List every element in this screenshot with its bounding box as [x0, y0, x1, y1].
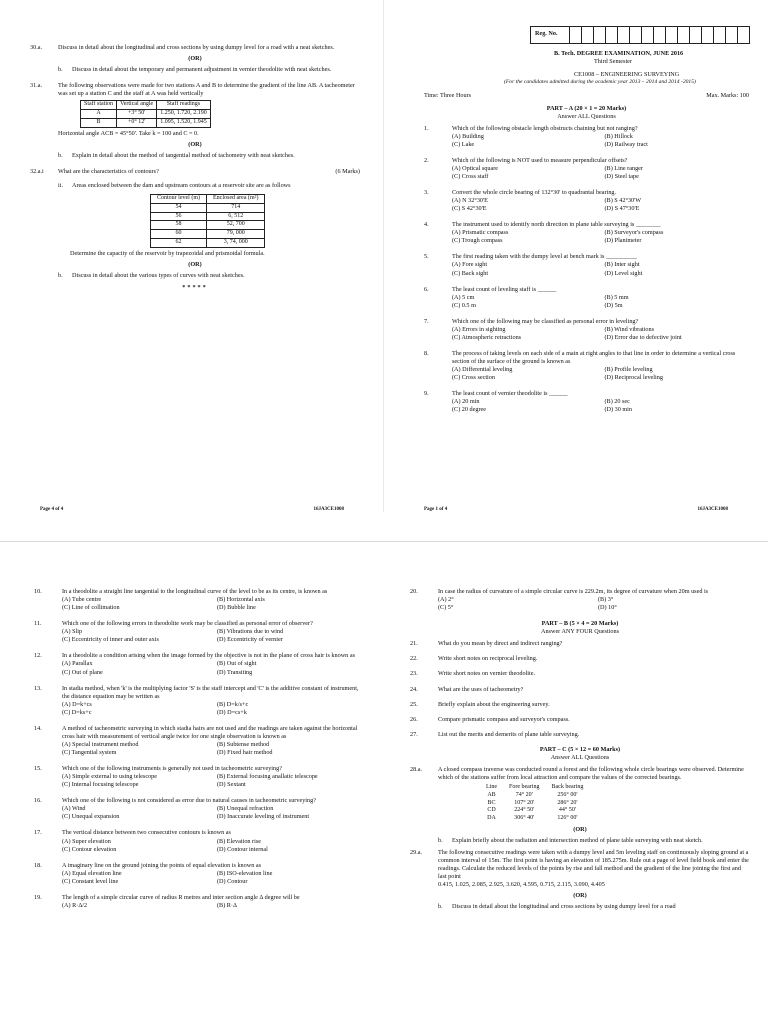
- question-19: [34, 894, 364, 910]
- options-grid: [452, 165, 749, 181]
- or-separator: (OR): [188, 260, 202, 268]
- table-header: Vertical angle: [117, 101, 157, 110]
- reg-digit-box[interactable]: [690, 26, 702, 44]
- option: (D) Transiting: [217, 668, 253, 676]
- exam-header: [504, 50, 749, 86]
- reg-digit-box[interactable]: [606, 26, 618, 44]
- option: (D) S 47°30'E: [604, 205, 640, 213]
- option: (B) Line ranger: [604, 164, 643, 172]
- question-number: 1.: [424, 124, 429, 132]
- question-number: 14.: [34, 724, 42, 732]
- option: (D) Contour: [217, 877, 248, 885]
- question-text: Discuss in detail about the longitudinal and cross sections by using dumpy level for a road with a neat sketches.: [58, 44, 335, 51]
- part-a-questions: [424, 125, 749, 415]
- paper-code: 16JA3CE1008: [697, 507, 728, 512]
- question-text: Which one of the following instruments is generally not used in tacheometric surveying?: [62, 765, 282, 773]
- question-text: Explain in detail about the method of tangential method of tachometry with neat sketches.: [72, 151, 295, 159]
- question-text: A closed compass traverse was conducted round a forest and the following whole circle bearings were observed. Determine which of the stations suffer from local attraction and compare the values of the corrected bearings.: [438, 765, 744, 781]
- question-number: 11.: [34, 620, 42, 628]
- option: (B) Unequal refraction: [217, 805, 274, 813]
- option: (C) S 42°30'E: [452, 205, 487, 213]
- part-a-instruction: Answer ALL Questions: [557, 112, 616, 120]
- question-text: Write short notes on reciprocal leveling.: [438, 655, 538, 663]
- option: (C) Unequal expansion: [62, 813, 120, 821]
- question-note: Horizontal angle ACB = 45°50'. Take k = 100 and C = 0.: [58, 129, 199, 137]
- options-grid: [62, 596, 364, 612]
- option: (C) Internal focusing telescope: [62, 781, 139, 789]
- sub-label: b.: [58, 66, 63, 74]
- options-grid: [62, 870, 364, 886]
- reg-digit-box[interactable]: [654, 26, 666, 44]
- question-3: [424, 189, 749, 213]
- option: (D) D=cs+k: [217, 708, 247, 716]
- option: (B) Profile leveling: [604, 366, 653, 374]
- option: (A) Special instrument method: [62, 740, 139, 748]
- question-8: [424, 350, 749, 382]
- option: (A) D=k+cs: [62, 700, 92, 708]
- option: (A) Optical square: [452, 164, 499, 172]
- option: (D) Bubble line: [217, 604, 256, 612]
- question-text: List out the merits and demerits of plane table surveying.: [438, 730, 580, 738]
- question-30: [30, 44, 360, 74]
- option: (B) 5 mm: [604, 293, 629, 301]
- options-grid: [62, 902, 364, 910]
- question-text: Which one of the following errors in theodolite work may be classified as personal error of observer?: [62, 620, 313, 628]
- question-text: The following consecutive readings were taken with a dumpy level and 5m leveling staff on continuously sloping ground at a common interval of 15m. The first point is having an elevation of 185.275m. Rule out a page of level field book and enter the readings. Calculate the reduced levels of the points by rise and fall method and the gradient of the line joining the first and last point: [438, 849, 749, 881]
- semester: Third Semester: [594, 58, 632, 66]
- table-header: Contour level (m): [151, 195, 207, 204]
- question-number: 9.: [424, 390, 429, 398]
- table-row: 58 52, 700: [151, 221, 265, 230]
- table-header: Enclosed area (m²): [207, 195, 265, 204]
- option: (B) Wind vibrations: [604, 325, 654, 333]
- or-separator: (OR): [573, 825, 587, 833]
- option: (C) Lake: [452, 140, 475, 148]
- page-number: Page 4 of 4: [40, 507, 64, 512]
- part-b-heading: PART – B (5 × 4 = 20 Marks): [541, 620, 619, 628]
- table-header: Staff readings: [157, 101, 211, 110]
- reg-digit-box[interactable]: [618, 26, 630, 44]
- question-text: The following observations were made for two stations A and B to determine the gradient of the line AB. A tacheometer was set up a station C and the staff at A was held vertically: [58, 82, 355, 98]
- question-number: 18.: [34, 861, 42, 869]
- question-number: 32.a.i: [30, 167, 44, 175]
- reg-digit-box[interactable]: [702, 26, 714, 44]
- options-grid: [62, 741, 364, 757]
- staff-readings-table: [80, 100, 211, 127]
- question-10: [34, 588, 364, 612]
- question-text: The least count of leveling staff is ______: [452, 285, 557, 293]
- question-31: [30, 82, 360, 160]
- table-row: CD 224° 50' 44° 50': [487, 807, 576, 814]
- option: (D) 5m: [604, 301, 623, 309]
- or-separator: (OR): [188, 140, 202, 148]
- table-row: 54 714: [151, 203, 265, 212]
- reg-no-box: [530, 26, 750, 44]
- reg-digit-box[interactable]: [678, 26, 690, 44]
- option: (D) Error due to defective joint: [604, 333, 682, 341]
- table-header: Staff station: [81, 101, 117, 110]
- question-text: The vertical distance between two consecutive contours is known as: [62, 829, 231, 837]
- page-footer: [40, 507, 344, 511]
- question-11: [34, 620, 364, 644]
- table-row: 60 79, 000: [151, 230, 265, 239]
- option: (B) 3°: [598, 596, 614, 604]
- question-number: 23.: [410, 670, 418, 678]
- reg-digit-box[interactable]: [726, 26, 738, 44]
- max-marks-label: Max. Marks: 100: [706, 92, 749, 100]
- question-number: 16.: [34, 797, 42, 805]
- question-4: [424, 221, 749, 245]
- table-row: 62 3, 74, 000: [151, 239, 265, 248]
- question-text: The instrument used to identify north direction in plane table surveying is ________: [452, 221, 661, 229]
- option: (C) 5°: [438, 604, 454, 612]
- option: (C) Tangential system: [62, 749, 117, 756]
- table-row: BC 107° 20' 286° 20': [487, 799, 578, 806]
- options-grid: [452, 197, 749, 213]
- option: (D) 10°: [598, 604, 617, 612]
- staff-readings: 0.415, 1.025, 2.085, 2.925, 3.620, 4.595, 0.715, 2.115, 3.090, 4.405: [438, 881, 605, 889]
- reg-no-label: Reg. No.: [530, 26, 570, 44]
- option: (D) Planimeter: [604, 237, 642, 245]
- question-21: [410, 640, 750, 648]
- table-row: B +0° 12' 1.095, 1.520, 1.945: [81, 118, 211, 127]
- page-number: Page 1 of 4: [424, 507, 448, 512]
- question-text: Which one of the following is not considered as error due to natural causes in tacheometric surveying?: [62, 797, 316, 805]
- options-grid: [62, 805, 364, 821]
- option: (B) S 42°30'W: [604, 197, 642, 205]
- question-text: The process of taking levels on each side of a main at right angles to that line in order to determine a vertical cross section of the surface of the ground is known as: [452, 349, 736, 366]
- options-grid: [62, 701, 364, 717]
- question-text: Which one of the following may be classified as personal error in leveling?: [452, 317, 639, 325]
- question-text: Write short notes on vernier theodolite.: [438, 670, 536, 678]
- option: (D) Reciprocal leveling: [604, 374, 663, 382]
- question-6: [424, 286, 749, 310]
- question-2: [424, 157, 749, 181]
- reg-digit-box[interactable]: [666, 26, 678, 44]
- or-separator: (OR): [188, 55, 202, 63]
- page-4: [0, 0, 384, 512]
- question-number: 6.: [424, 285, 429, 293]
- options-grid: [62, 660, 364, 676]
- question-text: Discuss in detail about the temporary and permanent adjustment in vernier theodolite with neat sketches.: [72, 66, 332, 74]
- question-number: 26.: [410, 715, 418, 723]
- question-number: 30.a.: [30, 44, 43, 51]
- question-number: 28.a.: [410, 765, 423, 773]
- question-24: [410, 686, 750, 694]
- reg-digit-box[interactable]: [594, 26, 606, 44]
- option: (C) 0.5 m: [452, 301, 476, 309]
- part-a-questions-continued: [34, 588, 364, 918]
- reg-digit-box[interactable]: [714, 26, 726, 44]
- option: (B) Vibrations due to wind: [217, 628, 284, 636]
- question-text: Explain briefly about the radiation and intersection method of plane table surveying with neat sketch.: [452, 837, 703, 845]
- question-text: In stadia method, when 'k' is the multiplying factor 'S' is the staff intercept and 'C' is the additive constant of instrument, the distance equation may be written as: [62, 684, 359, 700]
- option: (A) Slip: [62, 628, 83, 636]
- question-15: [34, 765, 364, 789]
- option: (A) Fore sight: [452, 261, 488, 269]
- part-b-instruction: Answer ANY FOUR Questions: [541, 628, 619, 636]
- question-text: What are the characteristics of contours?: [58, 167, 159, 175]
- question-number: 25.: [410, 700, 418, 708]
- option: (B) D=k/s+c: [217, 700, 249, 708]
- question-27: [410, 731, 750, 739]
- marks-label: (6 Marks): [335, 167, 360, 175]
- question-number: 3.: [424, 189, 429, 197]
- end-marker: *****: [182, 283, 208, 291]
- options-grid: [452, 326, 749, 342]
- contour-area-table: [150, 194, 265, 248]
- question-17: [34, 829, 364, 853]
- option: (B) Surveyor's compass: [604, 229, 664, 237]
- question-text: Briefly explain about the engineering survey.: [438, 700, 550, 708]
- option: (C) Contour elevation: [62, 845, 117, 853]
- option: (A) Building: [452, 132, 484, 140]
- question-26: [410, 716, 750, 724]
- question-number: 15.: [34, 765, 42, 773]
- time-marks-row: [424, 92, 749, 100]
- option: (A) Super elevation: [62, 837, 111, 845]
- question-text: In a theodolite a straight line tangential to the longitudinal curve of the level to be as its centre, is known as: [62, 588, 328, 595]
- table-header: Back bearing: [551, 784, 584, 790]
- option: (B) R·Δ: [217, 901, 237, 909]
- question-12: [34, 652, 364, 676]
- option: (A) Equal elevation line: [62, 869, 122, 877]
- option: (B) Inter sight: [604, 261, 640, 269]
- option: (B) Elevation rise: [217, 837, 261, 845]
- option: (D) Sextant: [217, 781, 246, 789]
- table-row: AB 74° 20' 256° 00': [487, 791, 578, 798]
- option: (B) Subtense method: [217, 740, 270, 748]
- question-text: A imaginary line on the ground joining the points of equal elevation is known as: [62, 861, 261, 869]
- question-number: 13.: [34, 684, 42, 692]
- question-note: Determine the capacity of the reservoir by trapezoidal and prismoidal formula.: [70, 249, 265, 257]
- option: (A) Tube centre: [62, 596, 102, 604]
- option: (A) 2°: [438, 596, 454, 604]
- question-text: A method of tacheometric surveying in which stadia hairs are not used and the readings are taken against the horizontal cross hair with measurement of vertical angle twice for one single observation is known as: [62, 724, 358, 740]
- options-grid: [452, 398, 749, 414]
- or-separator: (OR): [573, 892, 587, 900]
- option: (C) Out of plane: [62, 668, 103, 676]
- reg-digit-box[interactable]: [570, 26, 582, 44]
- paper-code: 16JA3CE1008: [313, 507, 344, 512]
- part-b-questions: [410, 640, 750, 738]
- question-18: [34, 862, 364, 886]
- question-number: 21.: [410, 640, 418, 648]
- option: (A) Simple external to using telescope: [62, 773, 158, 781]
- question-number: 10.: [34, 588, 42, 595]
- question-text: What do you mean by direct and indirect ranging?: [438, 640, 563, 648]
- question-text: In a theodolite a condition arising when the image formed by the objective is not in the plane of cross hair is known as: [62, 652, 355, 660]
- options-grid: [62, 773, 364, 789]
- options-grid: [62, 628, 364, 644]
- table-row: A +3° 50' 1.250, 1.720, 2.190: [81, 110, 211, 119]
- option: (C) Eccentricity of inner and outer axis: [62, 636, 159, 644]
- options-grid: [452, 133, 749, 149]
- page-3: [384, 512, 768, 1024]
- option: (C) Atmospheric retractions: [452, 333, 522, 341]
- table-row: DA 306° 40' 126° 00': [487, 815, 578, 822]
- option: (C) Back sight: [452, 269, 489, 277]
- question-number: 8.: [424, 349, 429, 357]
- sub-label: b.: [438, 903, 443, 911]
- part-c-heading: PART – C (5 × 12 = 60 Marks): [539, 745, 621, 753]
- question-number: 20.: [410, 588, 418, 595]
- question-text: Discuss in detail about the various types of curves with neat sketches.: [72, 271, 245, 279]
- question-14: [34, 725, 364, 757]
- option: (A) Wind: [62, 805, 86, 813]
- course-title: CE1008 – ENGINEERING SURVEYING: [574, 71, 680, 79]
- question-28: [410, 766, 750, 845]
- question-32: [30, 168, 360, 280]
- option: (B) ISO-elevation line: [217, 869, 273, 877]
- reg-digit-box[interactable]: [582, 26, 594, 44]
- option: (C) Constant level line: [62, 877, 119, 885]
- question-25: [410, 701, 750, 709]
- question-number: 5.: [424, 253, 429, 261]
- option: (C) Cross staff: [452, 172, 489, 180]
- page-2: [0, 512, 384, 1024]
- option: (C) Line of collimation: [62, 604, 120, 612]
- question-number: 22.: [410, 655, 418, 663]
- question-text: In case the radius of curvature of a simple circular curve is 229.2m, its degree of curvature when 20m used is: [438, 588, 709, 595]
- question-number: 27.: [410, 730, 418, 738]
- question-text: The length of a simple circular curve of radius R metres and inter section angle Δ degree will be: [62, 893, 300, 901]
- sub-label: ii.: [58, 181, 63, 189]
- part-a-heading: PART – A (20 × 1 = 20 Marks): [546, 104, 627, 112]
- question-16: [34, 797, 364, 821]
- option: (A) Differential leveling: [452, 366, 513, 374]
- candidate-note: (For the candidates admitted during the academic year 2013 – 2014 and 2014 -2015): [504, 79, 696, 86]
- table-header: Fore bearing: [509, 784, 540, 790]
- question-text: Which of the following is NOT used to measure perpendicular offsets?: [452, 156, 628, 164]
- question-number: 4.: [424, 221, 429, 229]
- question-text: Discuss in detail about the longitudinal and cross sections by using dumpy level for a road: [452, 903, 676, 911]
- question-5: [424, 253, 749, 277]
- question-number: 2.: [424, 156, 429, 164]
- question-9: [424, 390, 749, 414]
- reg-digit-box[interactable]: [630, 26, 642, 44]
- question-text: What are the uses of tacheometry?: [438, 685, 524, 693]
- question-29: [410, 849, 750, 911]
- question-22: [410, 655, 750, 663]
- bearings-table: [480, 784, 589, 823]
- option: (C) 20 degree: [452, 406, 487, 414]
- page-footer: [424, 507, 728, 511]
- exam-title: B. Tech. DEGREE EXAMINATION, JUNE 2016: [554, 50, 684, 57]
- question-text: The least count of vernier theodolite is ______: [452, 390, 568, 398]
- option: (D) Railway tract: [604, 140, 648, 148]
- question-number: 12.: [34, 652, 42, 660]
- part-c-instruction: Answer ALL Questions: [550, 753, 610, 761]
- options-grid: [452, 229, 749, 245]
- question-text: The first reading taken with the dumpy level at bench mark is __________: [452, 253, 637, 261]
- option: (C) Cross section: [452, 374, 495, 382]
- reg-digit-box[interactable]: [642, 26, 654, 44]
- option: (A) R·Δ/2: [62, 901, 88, 909]
- option: (D) Level sight: [604, 269, 643, 277]
- question-number: 29.a.: [410, 849, 423, 857]
- page-1: [384, 0, 768, 512]
- option: (B) External focusing anallatic telescope: [217, 773, 318, 781]
- table-header: Line: [486, 784, 497, 790]
- question-number: 31.a.: [30, 82, 43, 90]
- option: (A) Errors in sighting: [452, 325, 506, 333]
- question-7: [424, 318, 749, 342]
- option: (A) N 32°30'E: [452, 197, 488, 205]
- option: (B) Horizontal axis: [217, 596, 265, 604]
- option: (A) Prismatic compass: [452, 229, 509, 237]
- question-text: Compare prismatic compass and surveyor's compass.: [438, 715, 570, 723]
- options-grid: [452, 261, 749, 277]
- question-text: Convert the whole circle bearing of 132°30' to quadrantal bearing.: [452, 189, 617, 197]
- sub-label: b.: [438, 837, 443, 845]
- option: (D) Steel tape: [604, 172, 639, 180]
- question-number: 7.: [424, 317, 429, 325]
- option: (B) Out of sight: [217, 660, 257, 668]
- question-1: [424, 125, 749, 149]
- question-text: Areas enclosed between the dam and upstream contours at a reservoir site are as follows: [72, 181, 291, 189]
- question-20: [410, 588, 750, 612]
- option: (A) 5 cm: [452, 293, 475, 301]
- option: (C) D=ks+c: [62, 708, 92, 716]
- option: (D) Contour internal: [217, 845, 268, 853]
- option: (A) 20 min: [452, 398, 480, 406]
- option: (D) Fixed hair method: [217, 749, 273, 756]
- question-23: [410, 670, 750, 678]
- option: (D) Inaccurate leveling of instrument: [217, 813, 310, 821]
- options-grid: [452, 294, 749, 310]
- option: (D) 30 min: [604, 406, 632, 414]
- question-number: 24.: [410, 685, 418, 693]
- table-row: 56 6, 512: [151, 212, 265, 221]
- options-grid: [62, 838, 364, 854]
- option: (C) Trough compass: [452, 237, 503, 245]
- options-grid: [452, 366, 749, 382]
- option: (D) Eccentricity of vernier: [217, 636, 283, 644]
- option: (B) 20 sec: [604, 398, 630, 406]
- time-label: Time: Three Hours: [424, 92, 472, 100]
- question-text: Which of the following obstacle length obstructs chaining but not ranging?: [452, 124, 638, 132]
- question-13: [34, 685, 364, 717]
- sub-label: b.: [58, 271, 63, 279]
- option: (B) Hillock: [604, 132, 633, 140]
- option: (A) Parallax: [62, 660, 93, 668]
- sub-label: b.: [58, 151, 63, 159]
- question-number: 19.: [34, 893, 42, 901]
- question-number: 17.: [34, 829, 42, 837]
- reg-digit-box[interactable]: [738, 26, 750, 44]
